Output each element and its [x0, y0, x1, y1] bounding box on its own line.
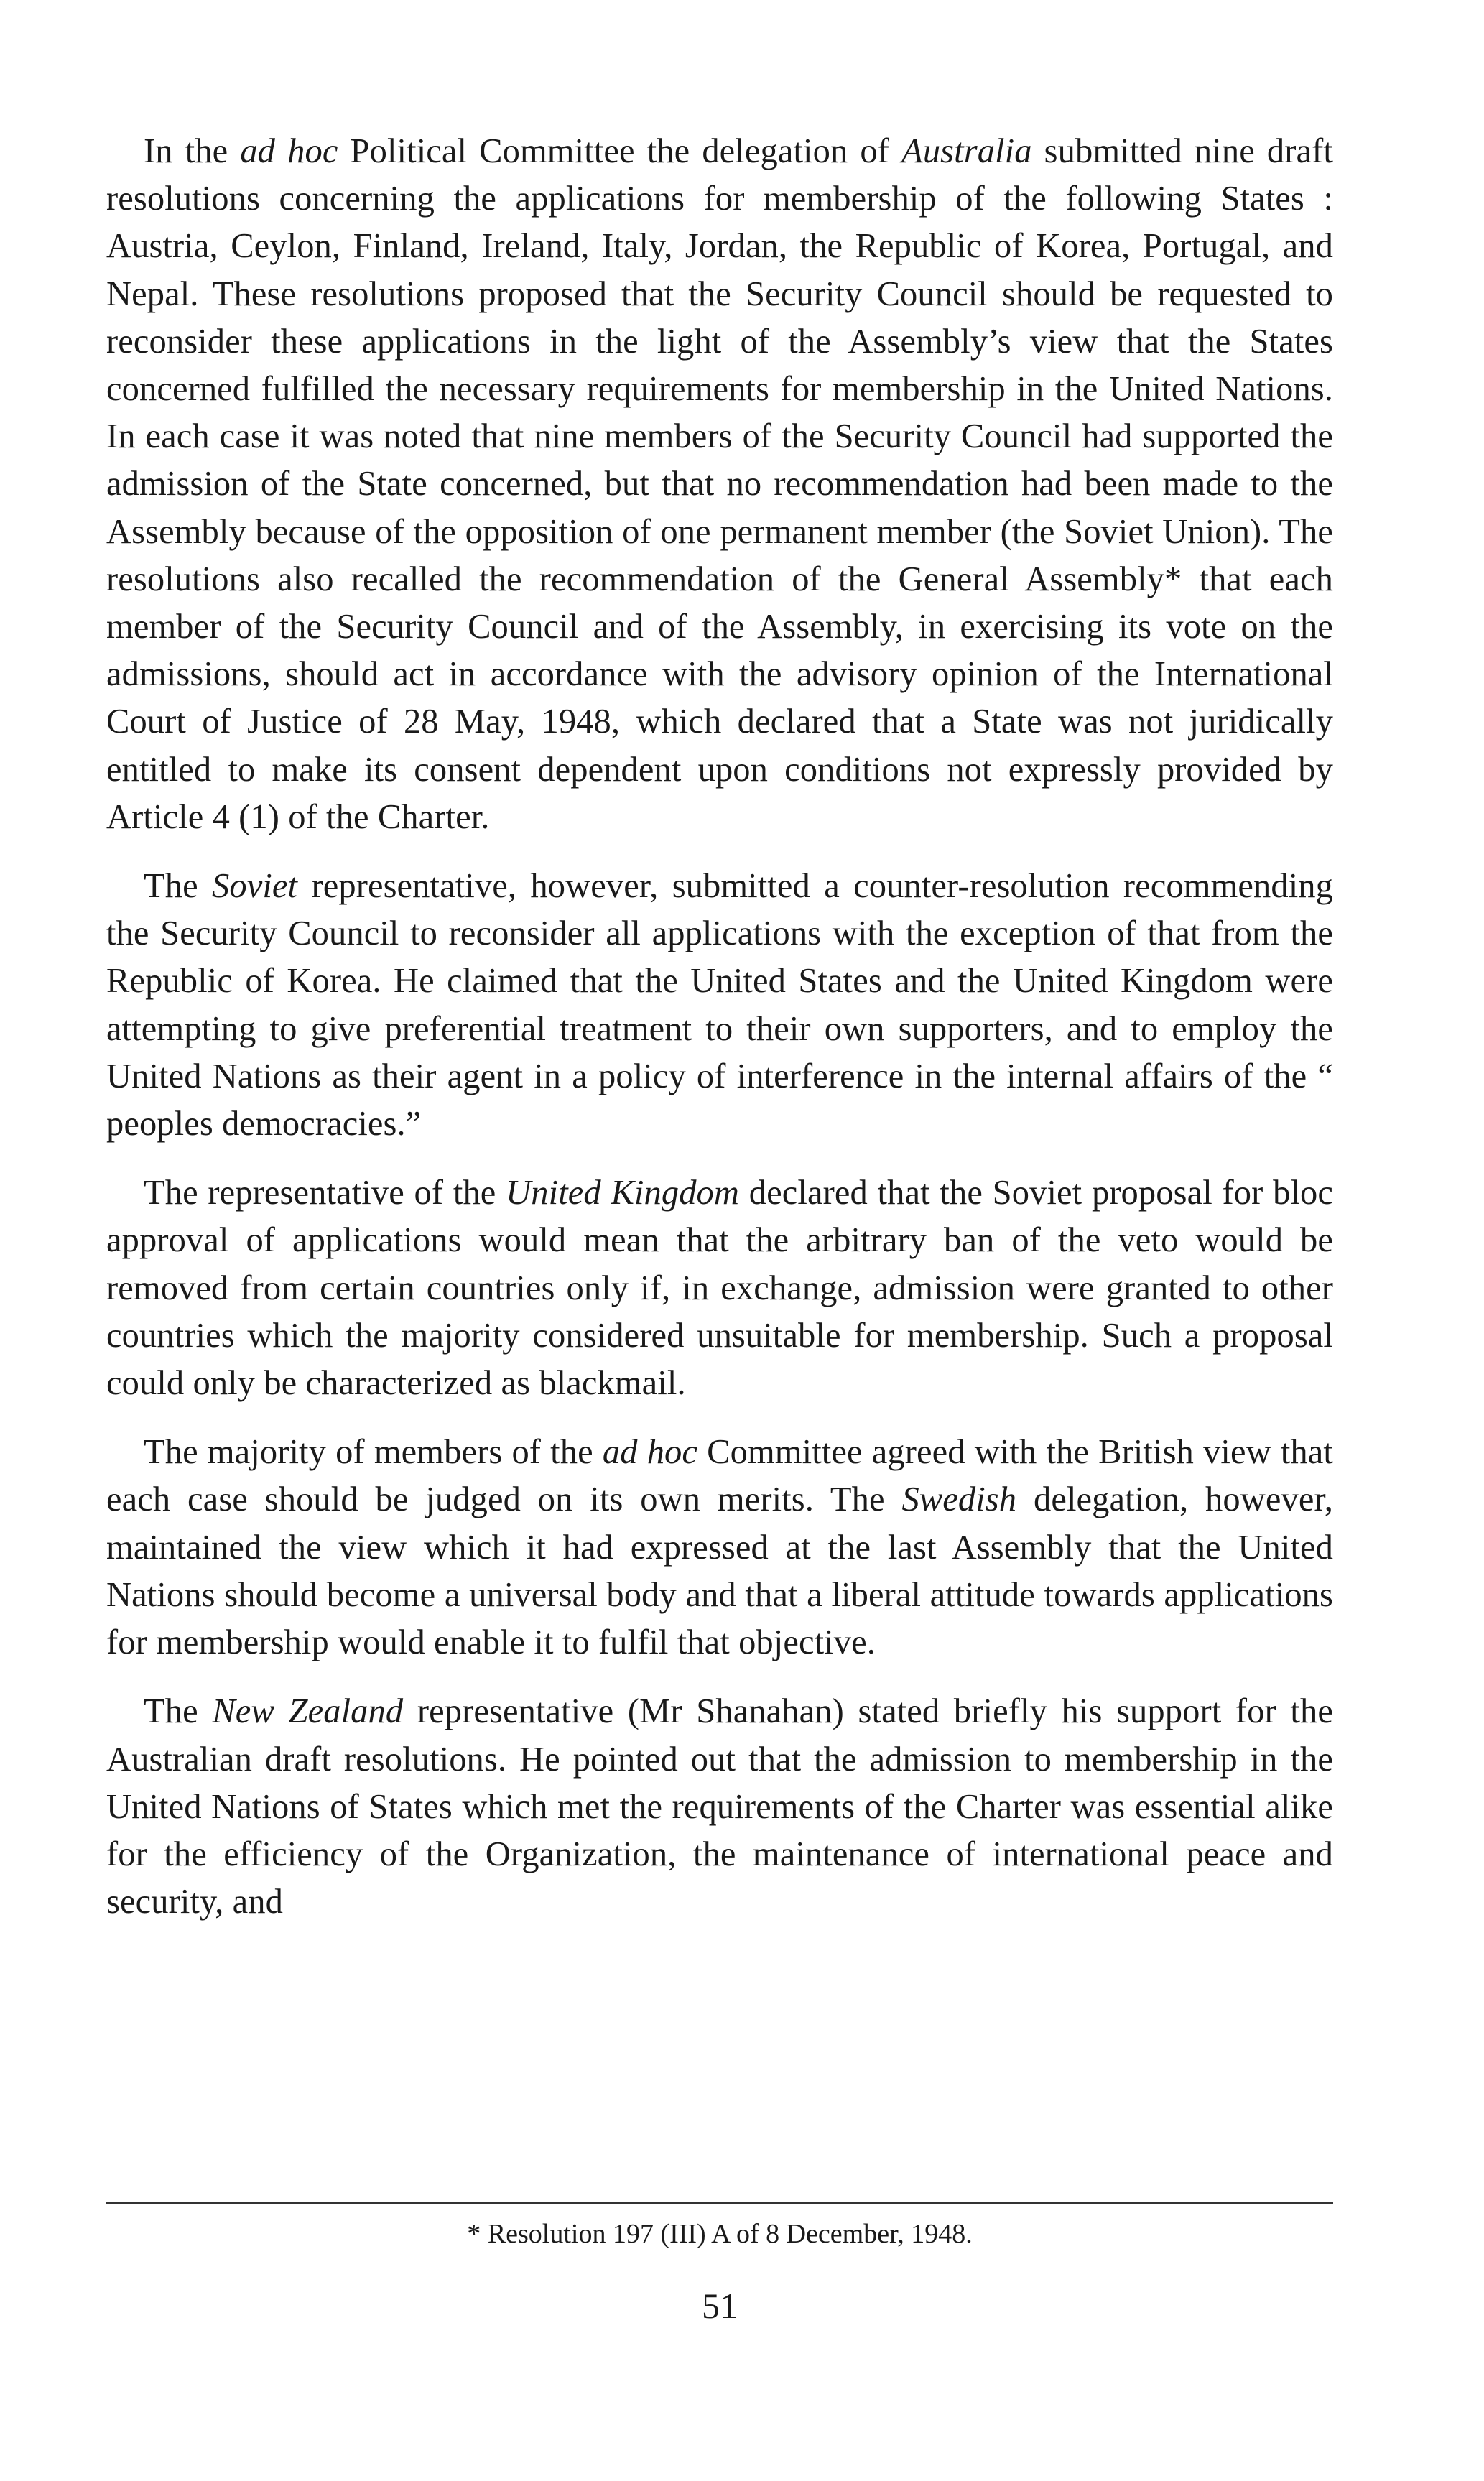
italic-run: United Kingdom: [506, 1174, 740, 1212]
italic-run: Soviet: [212, 867, 298, 906]
page-number: 51: [702, 2286, 738, 2326]
italic-run: New Zealand: [212, 1692, 404, 1731]
text-run: declared that the Soviet proposal for bloc approval of applications would mean that the arbitrary ban of the veto would be removed from certain countries only if, in exchange, admission were granted to other countries which the majority considered unsuitable for membership. Such a proposal could only be characterized as blackmail.: [106, 1174, 1333, 1403]
text-run: The: [144, 867, 213, 906]
text-run: Committee agreed with the British view that each case should be judged on its own merits. The: [106, 1433, 1333, 1519]
paragraph-4: [106, 1429, 1333, 1666]
footnote: * Resolution 197 (III) A of 8 December, 1948.: [467, 2219, 973, 2249]
italic-run: Australia: [901, 132, 1032, 170]
italic-run: ad hoc: [602, 1433, 698, 1472]
text-run: The majority of members of the: [144, 1433, 603, 1472]
text-run: The: [144, 1692, 213, 1731]
paragraph-5: [106, 1688, 1333, 1926]
paragraph-1: [106, 128, 1333, 841]
text-run: submitted nine draft resolutions concerning the applications for membership of the following States : Austria, Ceylon, Finland, Ireland, Italy, Jordan, the Republic of Korea, Portugal, and Nepal. These resolutions proposed that the Security Council should be requested to reconsider these applications in the light of the Assembly’s view that the States concerned fulfilled the necessary requirements for membership in the United Nations. In each case it was noted that nine members of the Security Council had supported the admission of the State concerned, but that no recommendation had been made to the Assembly because of the opposition of one permanent member (the Soviet Union). The resolutions also recalled the recommendation of the General Assembly* that each member of the Security Council and of the Assembly, in exercising its vote on the admissions, should act in accordance with the advisory opinion of the International Court of Justice of 28 May, 1948, which declared that a State was not juridically entitled to make its consent dependent upon conditions not expressly provided by Article 4 (1) of the Charter.: [106, 132, 1333, 836]
text-run: representative (Mr Shanahan) stated briefly his support for the Australian draft resolutions. He pointed out that the admission to membership in the United Nations of States which met the requirements of the Charter was essential alike for the efficiency of the Organization, the maintenance of international peace and security, and: [106, 1692, 1333, 1921]
italic-run: Swedish: [901, 1480, 1017, 1519]
footnote-divider: [106, 2202, 1333, 2204]
text-run: representative, however, submitted a counter-resolution recommending the Security Council to reconsider all applications with the exception of that from the Republic of Korea. He claimed that the United States and the United Kingdom were attempting to give preferential treatment to their own supporters, and to employ the United Nations as their agent in a policy of interference in the internal affairs of the “ peoples democracies.”: [106, 867, 1333, 1144]
paragraph-2: [106, 863, 1333, 1148]
paragraph-3: [106, 1169, 1333, 1407]
text-run: In the: [144, 132, 241, 170]
text-run: delegation, however, maintained the view which it had expressed at the last Assembly that the United Nations should become a universal body and that a liberal attitude towards applications for membership would enable it to fulfil that objective.: [106, 1480, 1333, 1662]
text-run: Political Committee the delegation of: [338, 132, 902, 170]
italic-run: ad hoc: [240, 132, 338, 170]
text-run: The representative of the: [144, 1174, 506, 1212]
page-body: [106, 128, 1333, 1947]
